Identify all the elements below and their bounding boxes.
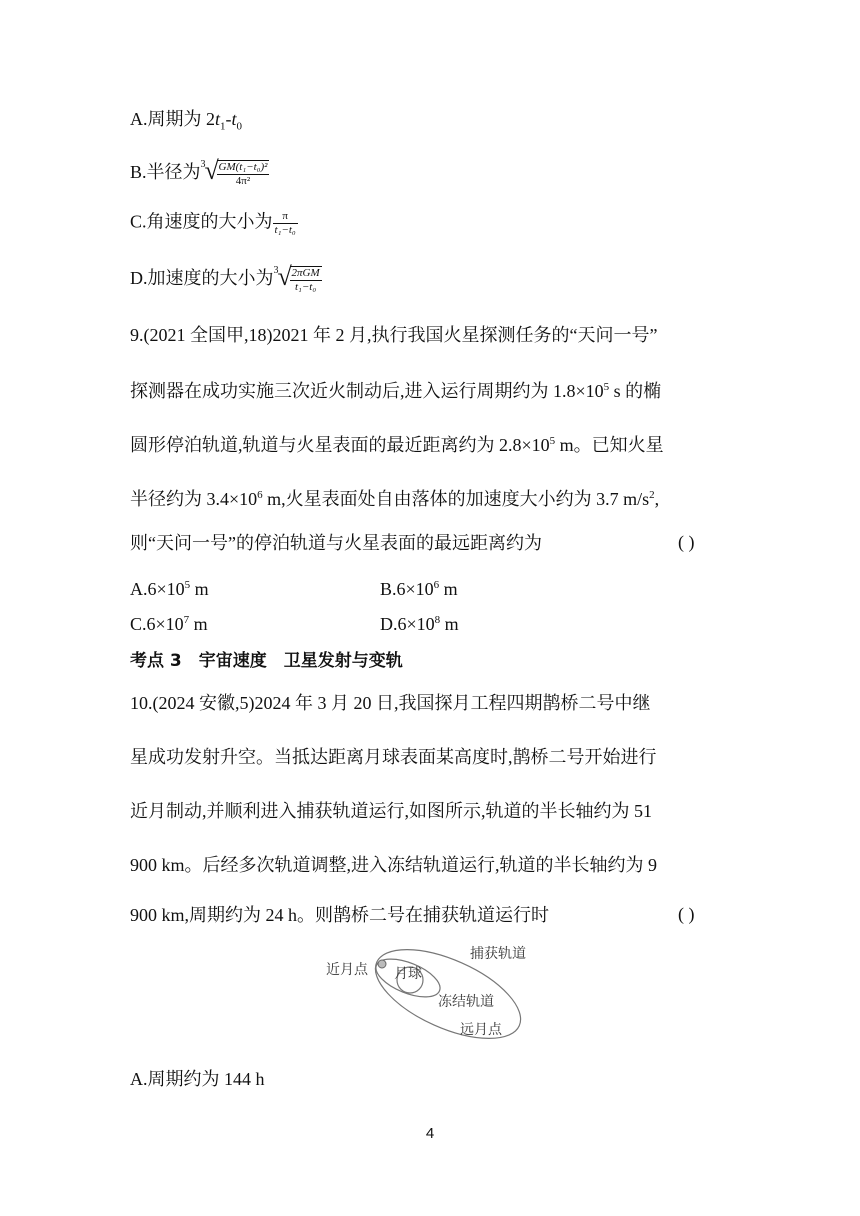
q10-line-5: 900 km,周期约为 24 h。则鹊桥二号在捕获轨道运行时	[130, 905, 549, 925]
q8-option-c: C.角速度的大小为 $\frac{\pi}{\text{t₁−t₀}}$	[130, 210, 296, 236]
q9-line-3: 圆形停泊轨道,轨道与火星表面的最近距离约为 $2.8\times 10^5$ m。已知火星	[130, 435, 664, 455]
q9-line-5: 则“天问一号”的停泊轨道与火星表面的最远距离约为	[130, 533, 542, 553]
q10-line-2: 星成功发射升空。当抵达距离月球表面某高度时,鹊桥二号开始进行	[130, 747, 657, 767]
cube-root: 3 √ $\frac{\text{2πGM}}{\text{t₁−t₀}}$	[273, 262, 320, 293]
orbit-diagram	[320, 938, 550, 1050]
label-capture-orbit: 捕获轨道	[470, 946, 526, 962]
label-apolune: 远月点	[460, 1022, 502, 1038]
label-perilune: 近月点	[326, 962, 368, 978]
label-moon: 月球	[394, 966, 422, 982]
page-number: 4	[425, 1125, 435, 1142]
q9-option-b: $B.6\times 10^6$ m	[380, 579, 458, 599]
q10-option-a: A.周期约为 144 h	[130, 1069, 265, 1089]
q8-option-d: D.加速度的大小为 3 √ $\frac{\text{2πGM}}{\text{t₁−t₀}}$	[130, 262, 320, 293]
q10-line-1: 10.(2024 安徽,5)2024 年 3 月 20 日,我国探月工程四期鹊桥二号中继	[130, 693, 651, 713]
q9-option-d: $D.6\times 10^8$ m	[380, 614, 459, 634]
q8-option-a: A.周期为 $2t_1-t_0$	[130, 109, 243, 133]
q10-line-4: 900 km。后经多次轨道调整,进入冻结轨道运行,轨道的半长轴约为 9	[130, 855, 657, 875]
q10-answer-blank: ( )	[678, 904, 695, 924]
q9-option-c: $C.6\times 10^7$ m	[130, 614, 208, 634]
q9-answer-blank: ( )	[678, 532, 695, 552]
q9-option-a: $A.6\times 10^5$ m	[130, 579, 209, 599]
q8-option-b: B.半径为 3 √ $\frac{\text{GM(t₁−t₀)²}}{\text{4π²}}$	[130, 156, 268, 187]
cube-root: 3 √ $\frac{\text{GM(t₁−t₀)²}}{\text{4π²}}$	[200, 156, 268, 187]
section-heading: 考点 3 宇宙速度 卫星发射与变轨	[130, 651, 403, 671]
q9-line-2: 探测器在成功实施三次近火制动后,进入运行周期约为 $1.8\times 10^5$ s 的椭	[130, 381, 662, 401]
q10-line-3: 近月制动,并顺利进入捕获轨道运行,如图所示,轨道的半长轴约为 51	[130, 801, 652, 821]
q9-line-1: 9.(2021 全国甲,18)2021 年 2 月,执行我国火星探测任务的“天问一号”	[130, 325, 658, 345]
q9-line-4: 半径约为 $3.4\times 10^6$ m,火星表面处自由落体的加速度大小约为 3.7 $m/s^2$,	[130, 489, 660, 509]
satellite-dot	[378, 960, 386, 968]
label-frozen-orbit: 冻结轨道	[438, 994, 494, 1010]
